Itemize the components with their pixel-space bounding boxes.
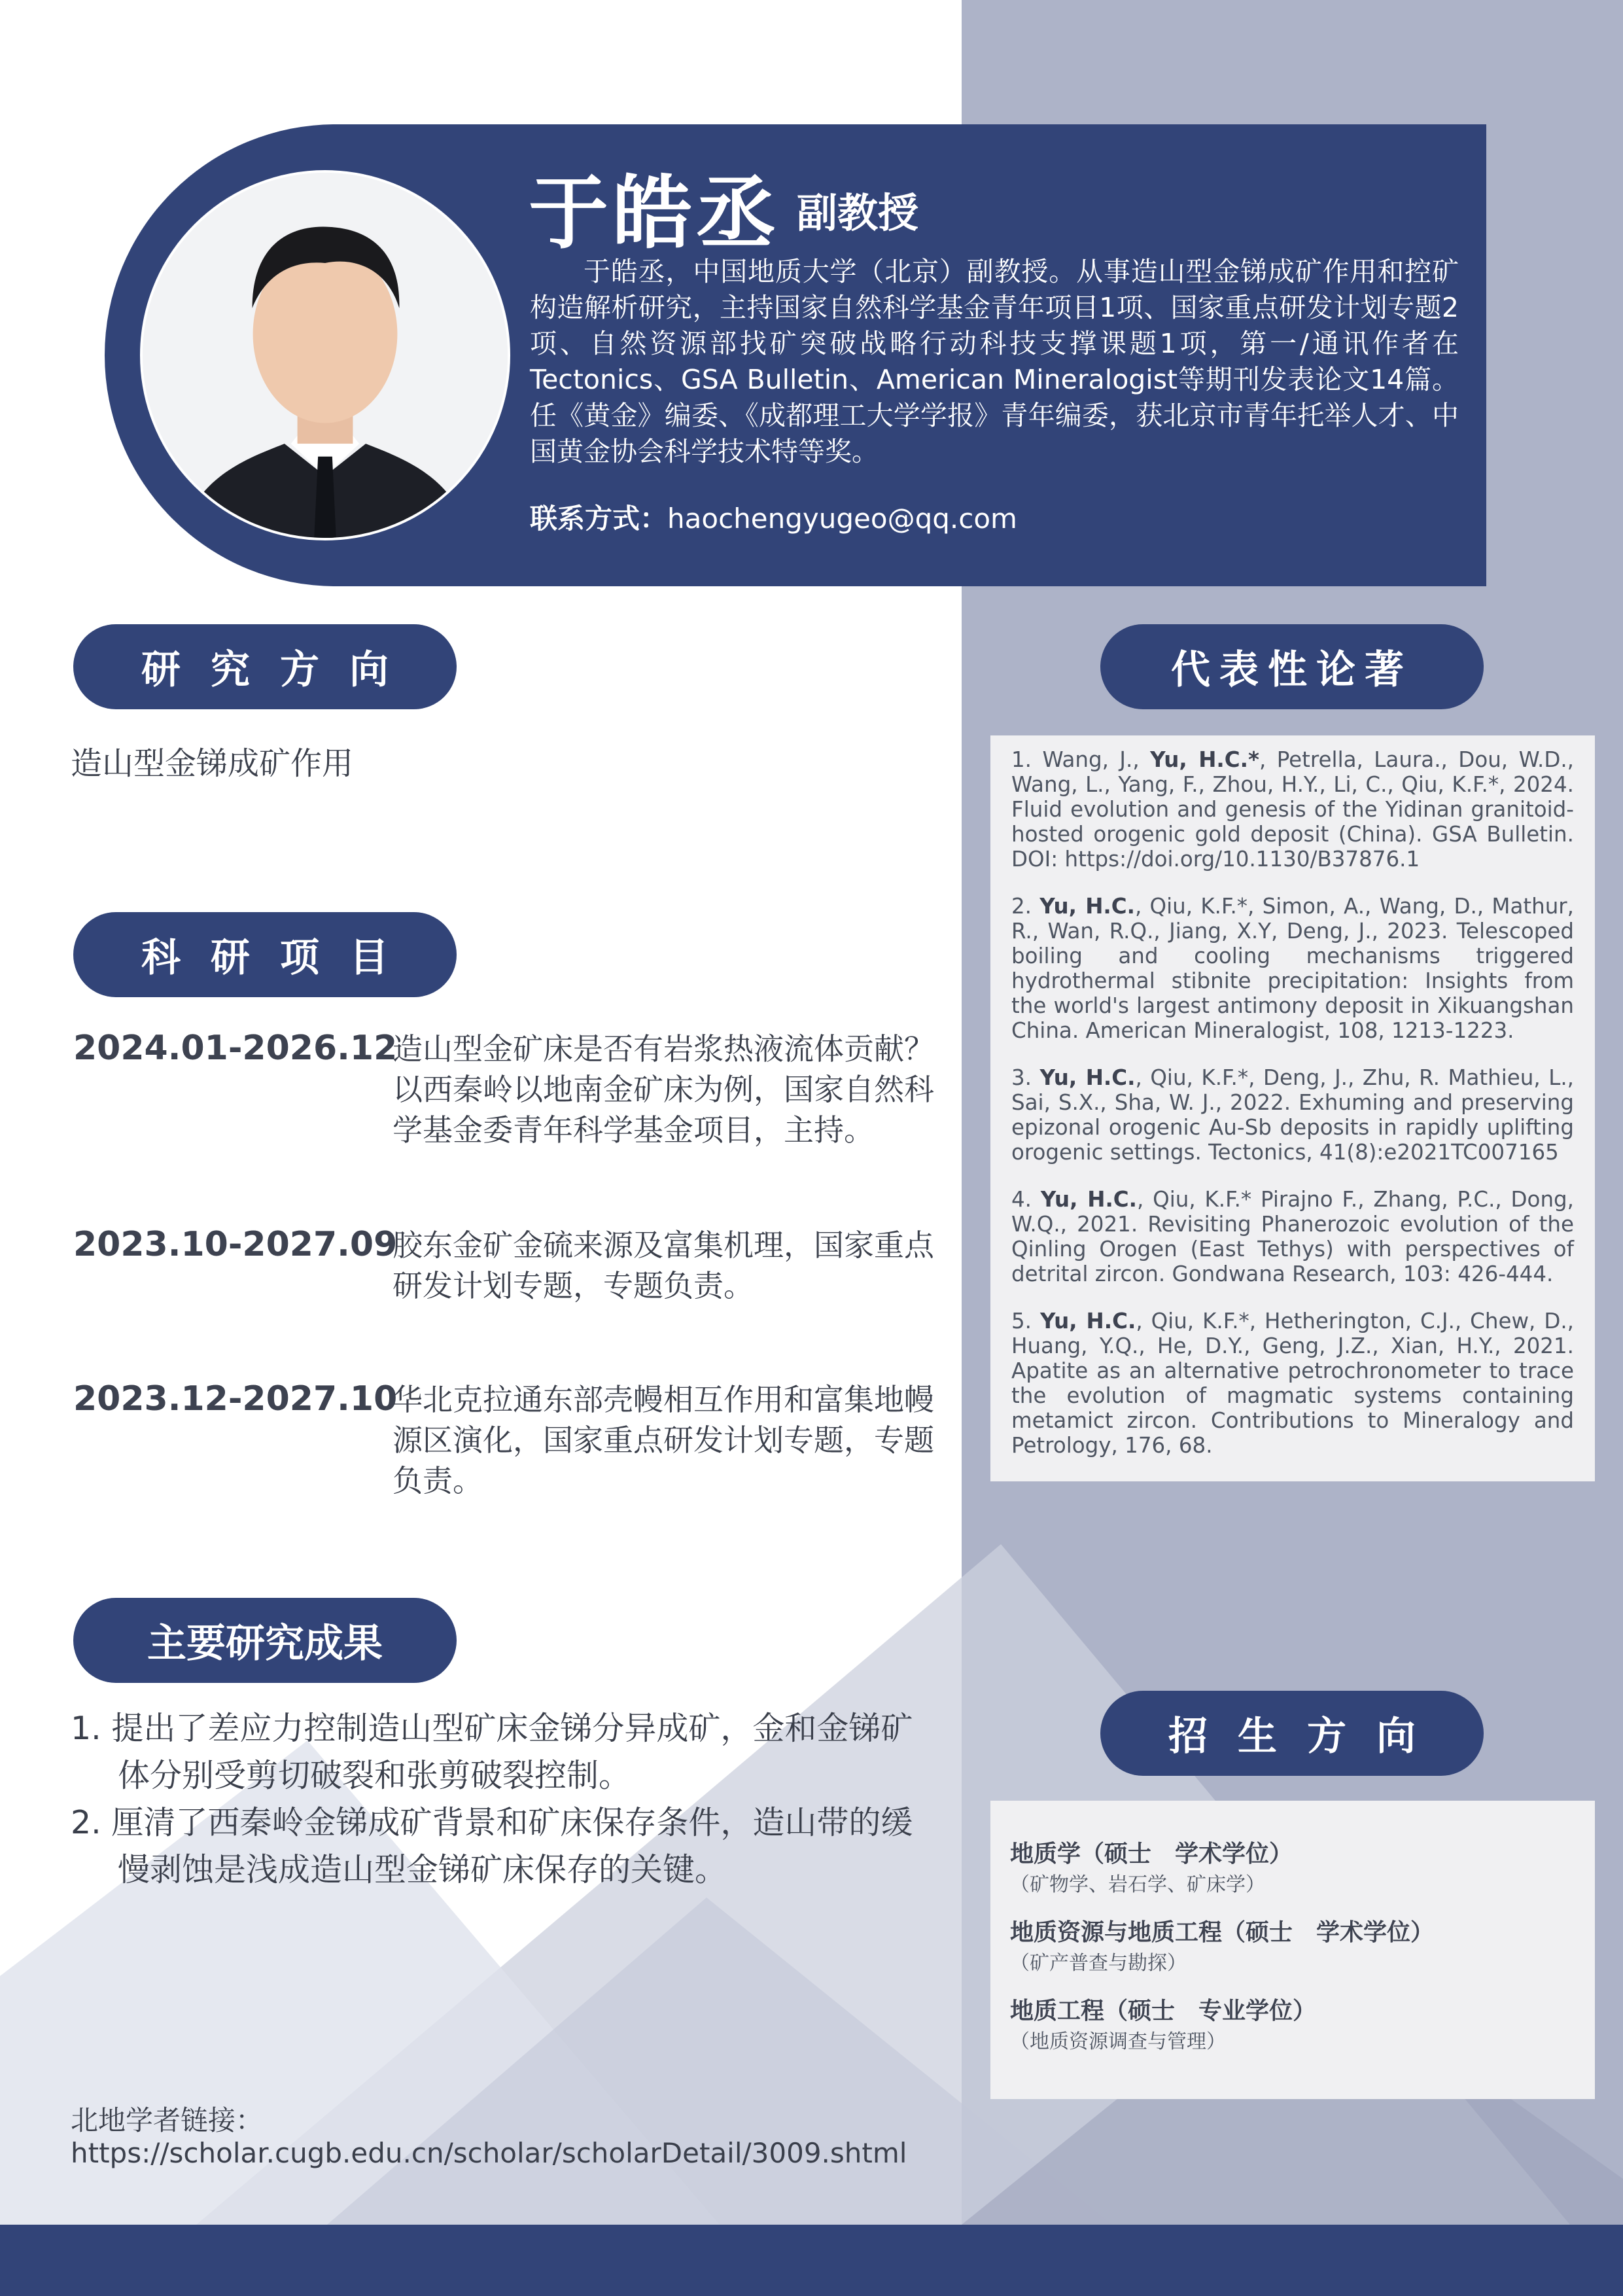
profile-photo (140, 170, 510, 540)
paper-prefix: 2. (1011, 894, 1040, 919)
paper-author-highlight: Yu, H.C. (1040, 1187, 1137, 1212)
paper-item (1011, 894, 1574, 1043)
paper-prefix: 1. Wang, J., (1011, 747, 1151, 772)
paper-author-highlight: Yu, H.C.* (1150, 747, 1259, 772)
project-description: 胶东金矿金硫来源及富集机理，国家重点研发计划专题，专题负责。 (393, 1227, 934, 1303)
section-heading-papers: 代表性论著 (1100, 624, 1484, 709)
paper-citation: , Qiu, K.F.*, Hetherington, C.J., Chew, D., Huang, Y.Q., He, D.Y., Geng, J.Z., Xian, H.Y., 2021. Apatite as an alternative petrochronometer to trace the evolution of magmatic systems containing metamict zircon. Contributions to Mineralogy and Petrology, 176, 68. (1011, 1309, 1575, 1458)
contact-line (530, 497, 1017, 537)
enrollment-box (990, 1801, 1595, 2099)
scholar-link-url[interactable]: https://scholar.cugb.edu.cn/scholar/scholarDetail/3009.shtml (71, 2137, 907, 2169)
project-date: 2024.01-2026.12 (73, 1029, 398, 1068)
degree-subfields: （地质资源调查与管理） (1010, 2030, 1226, 2053)
paper-citation: , Petrella, Laura., Dou, W.D., Wang, L., Yang, F., Zhou, H.Y., Li, C., Qiu, K.F.*, 2024. Fluid evolution and genesis of the Yidinan granitoid-hosted orogenic gold deposit (China). GSA Bulletin. DOI: https://doi.org/10.1130/B37876.1 (1011, 747, 1575, 872)
paper-author-highlight: Yu, H.C. (1039, 894, 1135, 919)
degree-subfields: （矿产普查与勘探） (1010, 1952, 1187, 1975)
research-direction-text: 造山型金锑成矿作用 (71, 745, 354, 782)
project-description: 华北克拉通东部壳幔相互作用和富集地幔源区演化，国家重点研发计划专题，专题负责。 (393, 1382, 934, 1498)
project-date: 2023.10-2027.09 (73, 1225, 398, 1264)
section-heading-enrollment: 招生方向 (1100, 1691, 1484, 1776)
profile-bio: 于皓丞，中国地质大学（北京）副教授。从事造山型金锑成矿作用和控矿构造解析研究，主持国家自然科学基金青年项目1项、国家重点研发计划专题2项、自然资源部找矿突破战略行动科技支撑课题1项，第一/通讯作者在Tectonics、GSA Bulletin、American Mineralogist等期刊发表论文14篇。任《黄金》编委、《成都理工大学学报》青年编委，获北京市青年托举人才、中国黄金协会科学技术特等奖。 (530, 256, 1459, 467)
paper-prefix: 4. (1011, 1187, 1041, 1212)
paper-item (1011, 1065, 1574, 1165)
degree-title: 地质工程（硕士 专业学位） (1010, 1998, 1317, 2024)
paper-author-highlight: Yu, H.C. (1039, 1309, 1136, 1333)
paper-item (1011, 747, 1574, 872)
degree-subfields: （矿物学、岩石学、矿床学） (1010, 1873, 1265, 1896)
project-description: 造山型金矿床是否有岩浆热液流体贡献？以西秦岭以地南金矿床为例，国家自然科学基金委青年科学基金项目，主持。 (393, 1031, 934, 1148)
footer-bar (0, 2225, 1623, 2296)
project-date: 2023.12-2027.10 (73, 1379, 398, 1419)
contact-label: 联系方式： (530, 503, 668, 535)
achievements-list (71, 1705, 941, 1894)
profile-name: 于皓丞 (529, 167, 780, 260)
section-heading-achievements: 主要研究成果 (73, 1598, 457, 1683)
scholar-link-label: 北地学者链接： (71, 2104, 264, 2136)
contact-email[interactable]: haochengyugeo@qq.com (667, 503, 1017, 535)
achievement-item: 2. 厘清了西秦岭金锑成矿背景和矿床保存条件，造山带的缓慢剥蚀是浅成造山型金锑矿床保存的关键。 (71, 1804, 913, 1888)
portrait-icon (143, 173, 508, 538)
paper-citation: , Qiu, K.F.* Pirajno F., Zhang, P.C., Dong, W.Q., 2021. Revisiting Phanerozoic evolution of the Qinling Orogen (East Tethys) with perspectives of detrital zircon. Gondwana Research, 103: 426-444. (1011, 1187, 1575, 1286)
section-heading-projects: 科研项目 (73, 912, 457, 997)
paper-citation: , Qiu, K.F.*, Simon, A., Wang, D., Mathur, R., Wan, R.Q., Jiang, X.Y, Deng, J., 2023. Telescoped boiling and cooling mechanisms triggered hydrothermal stibnite precipitation: Insights from the world's largest antimony deposit in Xikuangshan China. American Mineralogist, 108, 1213-1223. (1011, 894, 1574, 1043)
degree-title: 地质学（硕士 学术学位） (1010, 1841, 1293, 1867)
section-heading-research: 研究方向 (73, 624, 457, 709)
paper-prefix: 3. (1011, 1065, 1040, 1090)
degree-title: 地质资源与地质工程（硕士 学术学位） (1010, 1919, 1435, 1946)
paper-prefix: 5. (1011, 1309, 1040, 1333)
papers-box (990, 735, 1595, 1481)
paper-item (1011, 1187, 1574, 1286)
paper-citation: , Qiu, K.F.*, Deng, J., Zhu, R. Mathieu, L., Sai, S.X., Sha, W. J., 2022. Exhuming and preserving epizonal orogenic Au-Sb deposits in rapidly uplifting orogenic settings. Tectonics, 41(8):e2021TC007165 (1011, 1065, 1575, 1165)
paper-author-highlight: Yu, H.C. (1039, 1065, 1136, 1090)
achievement-item: 1. 提出了差应力控制造山型矿床金锑分异成矿，金和金锑矿体分别受剪切破裂和张剪破裂控制。 (71, 1710, 913, 1794)
profile-title: 副教授 (797, 189, 919, 237)
paper-item (1011, 1309, 1574, 1458)
